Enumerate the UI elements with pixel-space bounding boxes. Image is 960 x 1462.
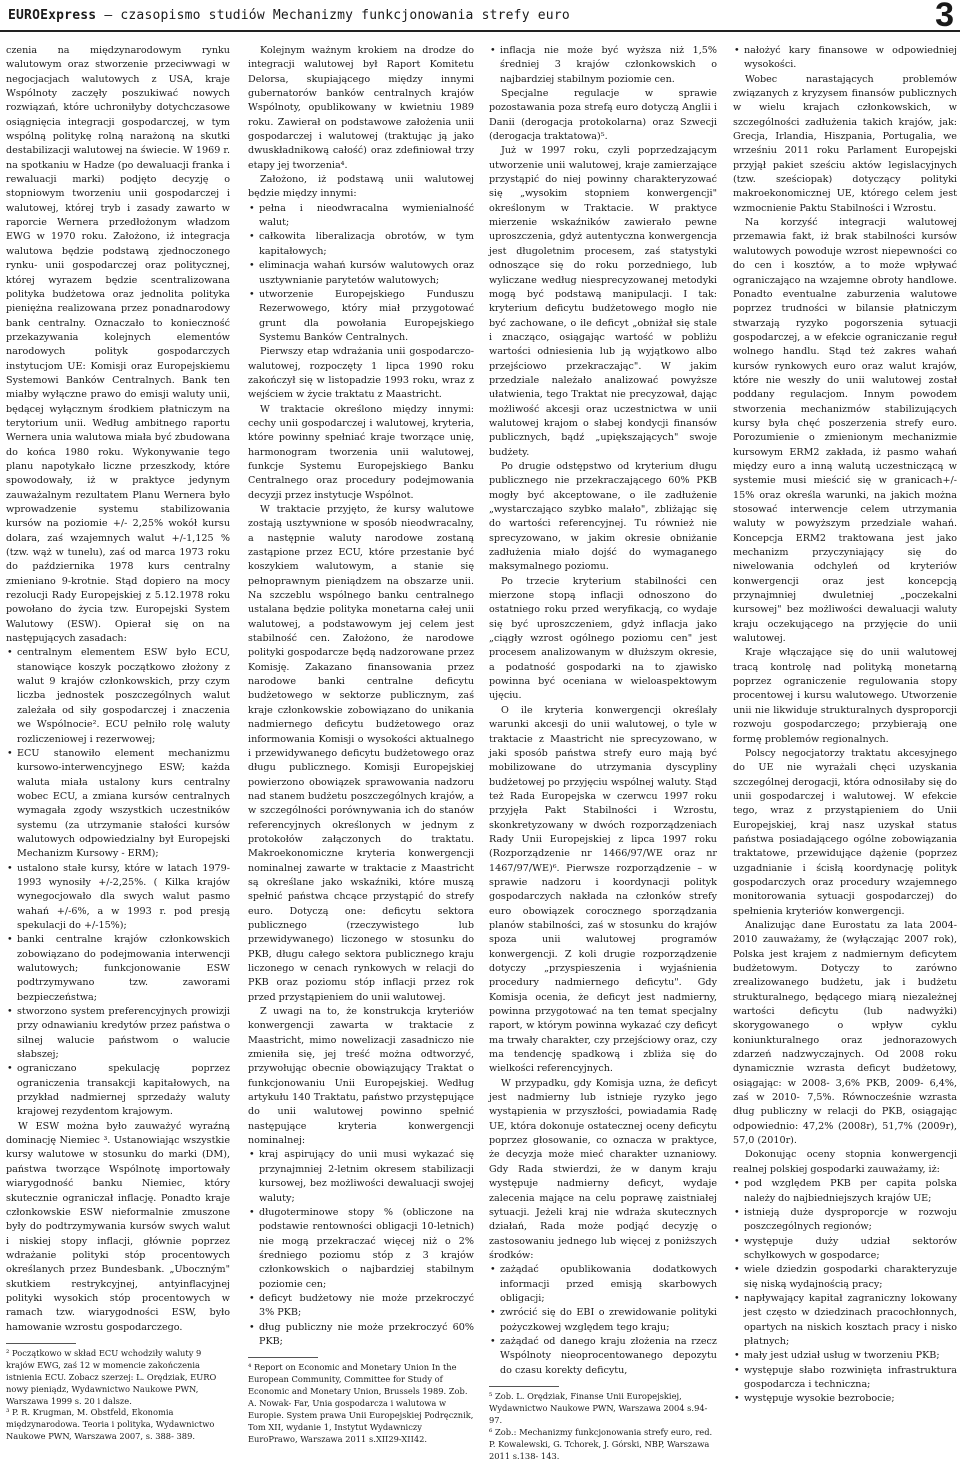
paragraph: Po drugie odstępstwo od kryterium długu publicznego nie przekraczającego 60% PKB mogły być akceptowane, o ile zadłużenie „wystarczająco szybko malało", zbliżając się do wartości referencyjnej. Tu również nie sprecyzowano, w jakim okresie obniżanie zadłużenia miało dojść do wymaganego maksymalnego poziomu. <box>489 460 717 573</box>
paragraph: Po trzecie kryterium stabilności cen mierzone stopą inflacji odnoszono do ostatniego roku przed weryfikacją, co wydaje się być uproszczeniem, gdyż inflacja jako „ciągły wzrost ogólnego poziomu cen" jest procesem analizowanym w dłuższym okresie, a podatność gospodarki na to zjawisko powinna być oceniana w wieloaspektowym ujęciu. <box>489 575 717 702</box>
column-1 <box>6 44 230 1442</box>
list-item: • ECU stanowiło element mechanizmu kursowo-interwencyjnego ESW; każda waluta miała ustalony kurs centralny wobec ECU, a zmiana kursów centralnych wymagała zgody wszystkich uczestników systemu (za utrzymanie stałości kursów walutowych odpowiedzialny był Europejski Mechanizm Kursowy - ERM); <box>6 747 230 862</box>
paragraph: Pierwszy etap wdrażania unii gospodarczo- walutowej, rozpoczęty 1 lipca 1990 roku zakończył się w listopadzie 1993 roku, wraz z wejściem w życie traktatu z Maastricht. <box>248 346 474 401</box>
list-item: • nałożyć kary finansowe w odpowiedniej wysokości. <box>733 44 957 73</box>
footnote-divider <box>489 1386 559 1387</box>
list-item: • zażądać od danego kraju złożenia na rzecz Wspólnoty nieoprocentowanego depozytu do czasu korekty deficytu, <box>489 1335 717 1378</box>
list-item: • występuje wysokie bezrobocie; <box>733 1392 957 1406</box>
page-header <box>0 0 960 32</box>
footnote-4: ⁴ Report on Economic and Monetary Union In the European Community, Committee for Study of Economic and Monetary Union, Brussels 1989. Zob. A. Nowak- Far, Unia gospodarcza i walutowa w Europie. System prawa Unii Europejskiej Podręcznik, Tom XII, wydanie 1, Instytut Wydawniczy EuroPrawo, Warszawa 2011 s.XII29-XII42. <box>248 1362 474 1444</box>
list-item: • eliminacja wahań kursów walutowych oraz usztywnianie parytetów walutowych; <box>248 259 474 288</box>
paragraph: Wobec narastających problemów związanych z kryzysem finansów publicznych w wielu krajach członkowskich, w szczególności zadłużenia takich krajów, jak: Grecja, Irlandia, Hiszpania, Portugalia, we wrześniu 2011 roku Parlament Europejski przyjął pakiet sześciu aktów legislacyjnych (tzw. sześciopak) dotyczący polityki makroekonomicznej UE, którego celem jest wzmocnienie Paktu Stabilności i Wzrostu. <box>733 73 957 214</box>
list-item: • deficyt budżetowy nie może przekroczyć 3% PKB; <box>248 1292 474 1321</box>
inflation-criterion-list <box>489 44 717 87</box>
paragraph: Polscy negocjatorzy traktatu akcesyjnego do UE nie wyrażali chęci uzyskania szczególnej derogacji, która odnosiłaby się do unii gospodarczej i walutowej. W efekcie tego, wraz z przystąpieniem do Unii Europejskiej, kraj nasz uzyskał status państwa posiadającego ogólne zobowiązania traktatowe, przewidujące dążenie (poprzez uzgadnianie i ścisłą koordynację polityk gospodarczych oraz procedury wzajemnego monitorowania sytuacji gospodarczej) do spełnienia kryteriów konwergencji. <box>733 747 957 917</box>
journal-subtitle: – czasopismo studiów Mechanizmy funkcjonowania strefy euro <box>96 7 570 23</box>
paragraph: Założono, iż podstawą unii walutowej będzie między innymi: <box>248 174 474 200</box>
footnote-3: ³ P. R. Krugman, M. Obstfeld, Ekonomia międzynarodowa. Teoria i polityka, Wydawnictwo Naukowe PWN, Warszawa 2007, s. 388- 389. <box>6 1407 215 1442</box>
monetary-union-basis-list <box>248 202 474 345</box>
footnote-divider <box>248 1357 318 1358</box>
list-item: • wiele dziedzin gospodarki charakteryzuje się niską wydajnością pracy; <box>733 1263 957 1292</box>
list-item: • istnieją duże dysproporcje w rozwoju poszczególnych regionów; <box>733 1206 957 1235</box>
paragraph: Specjalne regulacje w sprawie pozostawania poza strefą euro dotyczą Anglii i Danii (derogacja protokolarna) oraz Szwecji (derogacja traktatowa)⁵. <box>489 88 717 143</box>
convergence-criteria-list <box>248 1148 474 1349</box>
list-item: • zażądać opublikowania dodatkowych informacji przed emisją skarbowych obligacji; <box>489 1263 717 1306</box>
list-item: • długoterminowe stopy % (obliczone na podstawie rentowności obligacji 10-letnich) nie mogą przekraczać więcej niż o 2% średniego poziomu stóp z 3 krajów członkowskich o najbardziej stabilnym poziomie cen; <box>248 1206 474 1292</box>
journal-title <box>8 8 570 23</box>
page-number: 3 <box>935 0 954 34</box>
list-item: • zwrócić się do EBI o zrewidowanie polityki pożyczkowej względem tego kraju; <box>489 1306 717 1335</box>
real-convergence-list <box>733 1177 957 1407</box>
list-item: • napływający kapitał zagraniczny lokowany jest często w dziedzinach pracochłonnych, opartych na niskich kosztach pracy i nisko płatnych; <box>733 1292 957 1349</box>
list-item: • centralnym elementem ESW było ECU, stanowiące koszyk początkowo złożony z walut 9 krajów członkowskich, przy czym liczba jednostek poszczególnych walut zależała od siły gospodarczej i znaczenia we Wspólnocie². ECU pełniło rolę waluty rozliczeniowej i rezerwowej; <box>6 646 230 746</box>
footnote-divider <box>6 1343 76 1344</box>
paragraph: Na korzyść integracji walutowej przemawia fakt, iż brak stabilności kursów walutowych powoduje wzrost niepewności co do cen i kosztów, a to może wpływać ograniczająco na wzajemne obroty handlowe. Ponadto eventualne zaburzenia walutowe poprzez trudności w bilansie płatniczym stwarzają ryzyko pogorszenia sytuacji gospodarczej, a w efekcie ograniczanie reguł wolnego handlu. Stąd też zakres wahań kursów rynkowych euro oraz walut krajów, które nie weszły do unii walutowej został poddany regulacjom. Innym powodem stworzenia mechanizmów stabilizujących kursy była chęć poszerzenia strefy euro. Porozumienie o zmienionym mechanizmie kursowym ERM2 zakłada, iż pasmo wahań między euro a inną walutą uczestniczącą w systemie musi mieścić się w granicach+/- 15% oraz określa warunki, na jakich można stosować interwencje celem utrzymania waluty w powyższym przedziale wahań. Koncepcja ERM2 traktowana jest jako mechanizm przyczyniający się do niwelowania odchyleń od kryteriów konwergencji oraz jest koncepcją przynajmniej dwuletniej „poczekalni kursowej" bez możliwości dewaluacji waluty kraju oczekującego na przyjęcie do unii walutowej. <box>733 217 957 645</box>
list-item: • mały jest udział usług w tworzeniu PKB; <box>733 1349 957 1363</box>
paragraph: Kolejnym ważnym krokiem na drodze do integracji walutowej był Raport Komitetu Delorsa, skupiającego między innymi gubernatorów banków centralnych krajów Wspólnoty, opublikowany w kwietniu 1989 roku. Zawierał on podstawowe założenia unii gospodarczej i walutowej (traktując ją jako dwuskładnikową całość) oraz zdefiniował trzy etapy jej tworzenia⁴. <box>248 45 474 171</box>
penalty-list <box>733 44 957 73</box>
column-3 <box>489 44 717 1461</box>
column-2 <box>248 44 474 1444</box>
council-measures-list <box>489 1263 717 1378</box>
footnote-2: ² Początkowo w skład ECU wchodziły waluty 9 krajów EWG, zaś 12 w momencie zakończenia istnienia ECU. Zobacz szerzej: L. Orędziak, EURO nowy pieniądz, Wydawnictwo Naukowe PWN, Warszawa 1999 s. 20 i dalsze. <box>6 1347 217 1406</box>
paragraph: Dokonując oceny stopnia konwergencji realnej polskiej gospodarki zauważamy, iż: <box>733 1149 957 1175</box>
list-item: • dług publiczny nie może przekroczyć 60% PKB; <box>248 1321 474 1350</box>
list-item: • kraj aspirujący do unii musi wykazać się przynajmniej 2-letnim okresem stabilizacji kursowej, bez możliwości dewaluacji swojej waluty; <box>248 1148 474 1205</box>
journal-brand: EUROExpress <box>8 7 97 23</box>
list-item: • ograniczano spekulację poprzez ograniczenia transakcji kapitałowych, na przykład nadmiernej sprzedaży waluty krajowej rezydentom krajowym. <box>6 1062 230 1119</box>
paragraph: W traktacie określono między innymi: cechy unii gospodarczej i walutowej, kryteria, które powinny spełniać kraje tworzące unię, harmonogram tworzenia unii walutowej, funkcje Systemu Europejskiego Banku Centralnego oraz procedury podejmowania decyzji przez instytucje Wspólnot. <box>248 403 474 501</box>
list-item: • pełna i nieodwracalna wymienialność walut; <box>248 202 474 231</box>
list-item: • banki centralne krajów członkowskich zobowiązano do podejmowania interwencji walutowych; funkcjonowanie ESW podtrzymywano tzw. zaworami bezpieczeństwa; <box>6 933 230 1005</box>
esw-principles-list <box>6 646 230 1119</box>
paragraph: Kraje włączające się do unii walutowej tracą kontrolę nad polityką monetarną poprzez ograniczenie regulowania stopy procentowej i kursu walutowego. Utworzenie unii nie likwiduje strukturalnych dysproporcji rozwoju gospodarczego; przybierają one formę problemów regionalnych. <box>733 647 957 745</box>
list-item: • występuje duży udział sektorów schyłkowych w gospodarce; <box>733 1235 957 1264</box>
list-item: • stworzono system preferencyjnych prowizji przy odnawianiu kredytów przez państwa o silnej walucie państwom o walucie słabszej; <box>6 1005 230 1062</box>
column-4 <box>733 44 957 1422</box>
paragraph: Analizując dane Eurostatu za lata 2004-2010 zauważamy, że (wyłączając 2007 rok), Polska jest krajem z nadmiernym deficytem budżetowym. Dotyczy to zarówno zrealizowanego budżetu, jak i budżetu strukturalnego, będącego miarą niezależnej wartości deficytu (lub nadwyżki) skorygowanego o wpływ cyklu koniunkturalnego oraz jednorazowych zdarzeń nadzwyczajnych. Od 2008 roku dynamicznie wzrasta deficyt budżetowy, osiągając: w 2008- 3,6% PKB, 2009- 6,4%, zaś w 2010- 7,5%. Równocześnie wzrasta dług publiczny w relacji do PKB, osiągając odpowiednio: 47,2% (2008r), 51,7% (2009r), 57,0 (2010r). <box>733 919 957 1147</box>
paragraph: W ESW można było zauważyć wyraźną dominację Niemiec ³. Ustanowiając wszystkie kursy walutowe w stosunku do marki (DM), państwa tworzące Wspólnotę importowały wiarygodność banku Niemiec, który skutecznie ograniczał inflację. Ponadto kraje członkowskie ESW nieformalnie zmuszone były do podtrzymywania kursów swych walut i niskiej stopy inflacji, głównie poprzez wdrażanie polityki stóp procentowych określanych przez Bundesbank. „Uboczným" skutkiem restrykcyjnej, antyinflacyjnej polityki wysokich stóp procentowych w ramach tzw. wiarygodności ESW, było hamowanie wzrostu gospodarczego. <box>6 1120 230 1333</box>
footnote-6: ⁶ Zob.: Mechanizmy funkcjonowania strefy euro, red. P. Kowalewski, G. Tchorek, J. Górski, NBP, Warszawa 2011 s.138- 143. <box>489 1426 713 1461</box>
list-item: • utworzenie Europejskiego Funduszu Rezerwowego, który miał przygotować grunt dla powołania Europejskiego Systemu Banków Centralnych. <box>248 288 474 345</box>
list-item: • występuje słabo rozwinięta infrastruktura gospodarcza i techniczna; <box>733 1364 957 1393</box>
list-item: • pod względem PKB per capita polska należy do najbiedniejszych krajów UE; <box>733 1177 957 1206</box>
paragraph: Z uwagi na to, że konstrukcja kryteriów konwergencji zawarta w traktacie z Maastricht, mimo nowelizacji zasadniczo nie zmieniła się, jej treść można odtworzyć, przywołując obecnie obowiązujący Traktat o funkcjonowaniu Unii Europejskiej. Według artykułu 140 Traktatu, państwo przystępujące do unii walutowej powinno spełnić następujące kryteria konwergencji nominalnej: <box>248 1006 474 1147</box>
list-item: • całkowita liberalizacja obrotów, w tym kapitałowych; <box>248 230 474 259</box>
paragraph: czenia na międzynarodowym rynku walutowym oraz stworzenie przeciwwagi w negocjacjach walutowych z USA, kraje Wspólnoty zaczęły poszukiwać nowych rozwiązań, które uchroniłyby dotychczasowe osiągnięcia integracji gospodarczej, w tym wspólną politykę rolną narażoną na skutki destabilizacji walutowej na świecie. W 1969 r. na spotkaniu w Hadze (po dewaluacji franka i rewaluacji marki) podjęto decyzję o stopniowym tworzeniu unii gospodarczej i walutowej, której tryb i zasady zawarto w raporcie Wernera przedłożonym władzom EWG w 1970 roku. Założono, iż integracja walutowa będzie podstawą zjednoczonego rynku- unii gospodarczej oraz politycznej, której wyrazem będzie scentralizowana polityka budżetowa oraz jednolita polityka pieniężna realizowana przez ponadnarodowy bank centralny. Oznaczało to konieczność przekazywania kolejnych elementów narodowych polityk gospodarczych instytucjom UE: Komisji oraz Europejskiemu Systemowi Banków Centralnych. Bank ten miałby wyłączne prawo do emisji waluty unii, będącej wyłącznym środkiem płatniczym na terytorium unii. Według ambitnego raportu Wernera unia walutowa miała być zbudowana do końca 1980 roku. Wykonywanie tego planu napotykało liczne przeszkody, które spowodowały, iż w praktyce jedynym zauważalnym rezultatem Planu Wernera było wprowadzenie systemu stabilizowania kursów na poziomie +/- 2,25% wokół kursu dolara, zaś wzajemnych walut +/-1,125 % (tzw. wąż w tunelu), zaś od marca 1973 roku do października 1978 kurs centralny zmieniano 9-krotnie. Stąd dopiero na mocy rezolucji Rady Europejskiej z 5.12.1978 roku powołano do życia tzw. Europejski System Walutowy (ESW). Opierał się on na następujących zasadach: <box>6 45 230 645</box>
list-item: • inflacja nie może być wyższa niż 1,5% średniej 3 krajów członkowskich o najbardziej stabilnym poziomie cen. <box>489 44 717 87</box>
paragraph: Już w 1997 roku, czyli poprzedzającym utworzenie unii walutowej, kraje zamierzające przystąpić do niej powinny charakteryzować się „wysokim stopniem konwergencji" określonym w Traktacie. W praktyce mierzenie wskaźników zawierało pewne uproszczenia, gdyż autentyczna konwergencja jest długoletnim procesem, zaś statystyki odnoszące się do roku porzedniego, lub wyliczane według niesprecyzowanej metodyki mogą być podstawą manipulacji. I tak: kryterium deficytu budżetowego mogło nie być zachowane, o ile deficyt „obniżał się stale i znacząco, osiągając wartość w pobliżu wartości odniesienia lub ją wyjątkowo albo przejściowo przekraczając". W jakim przedziale należało analizować powyższe ułatwienia, tego Traktat nie precyzował, dając możliwość akcesji oraz uczestnictwa w unii walutowej krajom o słabej kondycji finansów publicznych, bądź „upiększających" swoje budżety. <box>489 145 717 458</box>
paragraph: O ile kryteria konwergencji określały warunki akcesji do unii walutowej, o tyle w traktacie z Maastricht nie sprecyzowano, w jaki sposób państwa strefy euro mają być mobilizowane do utrzymania dyscypliny budżetowej po przyjęciu wspólnej waluty. Stąd też Rada Europejska w czerwcu 1997 roku przyjęła Pakt Stabilności i Wzrostu, skonkretyzowany w dwóch rozporządzeniach Rady Unii Europejskiej z lipca 1997 roku (Rozporządzenie nr 1466/97/WE oraz nr 1467/97/WE)⁶. Pierwsze rozporządzenie – w sprawie nadzoru i koordynacji polityk gospodarczych nakłada na członków strefy euro obowiązek corocznego sporządzania planów stabilności, zaś w stosunku do krajów spoza unii walutowej programów konwergencji. Z koli drugie rozporządzenie dotyczy „przyspieszenia i wyjaśnienia procedury nadmiernego deficytu". Gdy Komisja ocenia, że deficyt jest nadmierny, powinna przygotować na ten temat specjalny raport, w którym powinna wykazać czy deficyt ma trwały charakter, czy przejściowy oraz, czy ma tendencję spadkową i zbliża się do wielkości referencyjnych. <box>489 704 717 1075</box>
paragraph: W przypadku, gdy Komisja uzna, że deficyt jest nadmierny lub istnieje ryzyko jego wystąpienia w przyszłości, powiadamia Radę UE, która dokonuje ostatecznej oceny deficytu poprzez głosowanie, co oznacza w praktyce, że decyzja może mieć charakter uznaniowy. Gdy Rada stwierdzi, że w danym kraju występuje nadmierny deficyt, wydaje zalecenia mające na celu poprawę zaistniałej sytuacji. Jeżeli kraj nie wdraża skutecznych działań, Rada może podjąć decyzję o zastosowaniu jednego lub więcej z poniższych środków: <box>489 1077 717 1261</box>
list-item: • ustalono stałe kursy, które w latach 1979-1993 wynosiły +/-2,25%. ( Kilka krajów wynegocjowało dla swych walut pasmo wahań +/-6%, a w 1993 r. pod presją spekulacji do +/-15%); <box>6 862 230 934</box>
paragraph: W traktacie przyjęto, że kursy walutowe zostają usztywnione w sposób nieodwracalny, a następnie waluty narodowe zostaną zastąpione przez ECU, które przestanie być koszykiem walutowym, a stanie się pełnoprawnym pieniądzem na obszarze unii. Na szczeblu wspólnego banku centralnego ustalana będzie polityka monetarna całej unii walutowej, a podstawowym jej celem jest stabilność cen. Założono, że narodowe polityki gospodarcze będą nadzorowane przez Komisję. Zakazano finansowania przez narodowe banki centralne deficytu budżetowego w sektorze publicznym, zaś kraje członkowskie zobowiązano do unikania nadmiernego deficytu budżetowego oraz informowania Komisji o wysokości aktualnego i przewidywanego deficytu budżetowego oraz długu publicznego. Komisji Europejskiej powierzono obowiązek sprawowania nadzoru nad stanem budżetu poszczególnych krajów, a w szczególności porównywania ich do stanów referencyjnych określonych w jednym z protokołów załączonych do traktatu. Makroekonomiczne kryteria konwergencji nominalnej zawarte w traktacie z Maastricht są określane jako wskaźniki, które muszą spełnić państwa chcące przystąpić do strefy euro. Dotyczą one: deficytu sektora publicznego (rzeczywistego lub przewidywanego) liczonego w stosunku do PKB, długu całego sektora publicznego kraju liczonego w cenach rynkowych w relacji do PKB oraz poziomu stóp inflacji przez rok przed przystąpieniem do unii walutowej. <box>248 504 474 1003</box>
footnote-5: ⁵ Zob. L. Orędziak, Finanse Unii Europejskiej, Wydawnictwo Naukowe PWN, Warszawa 2004 s.94-97. <box>489 1390 708 1425</box>
